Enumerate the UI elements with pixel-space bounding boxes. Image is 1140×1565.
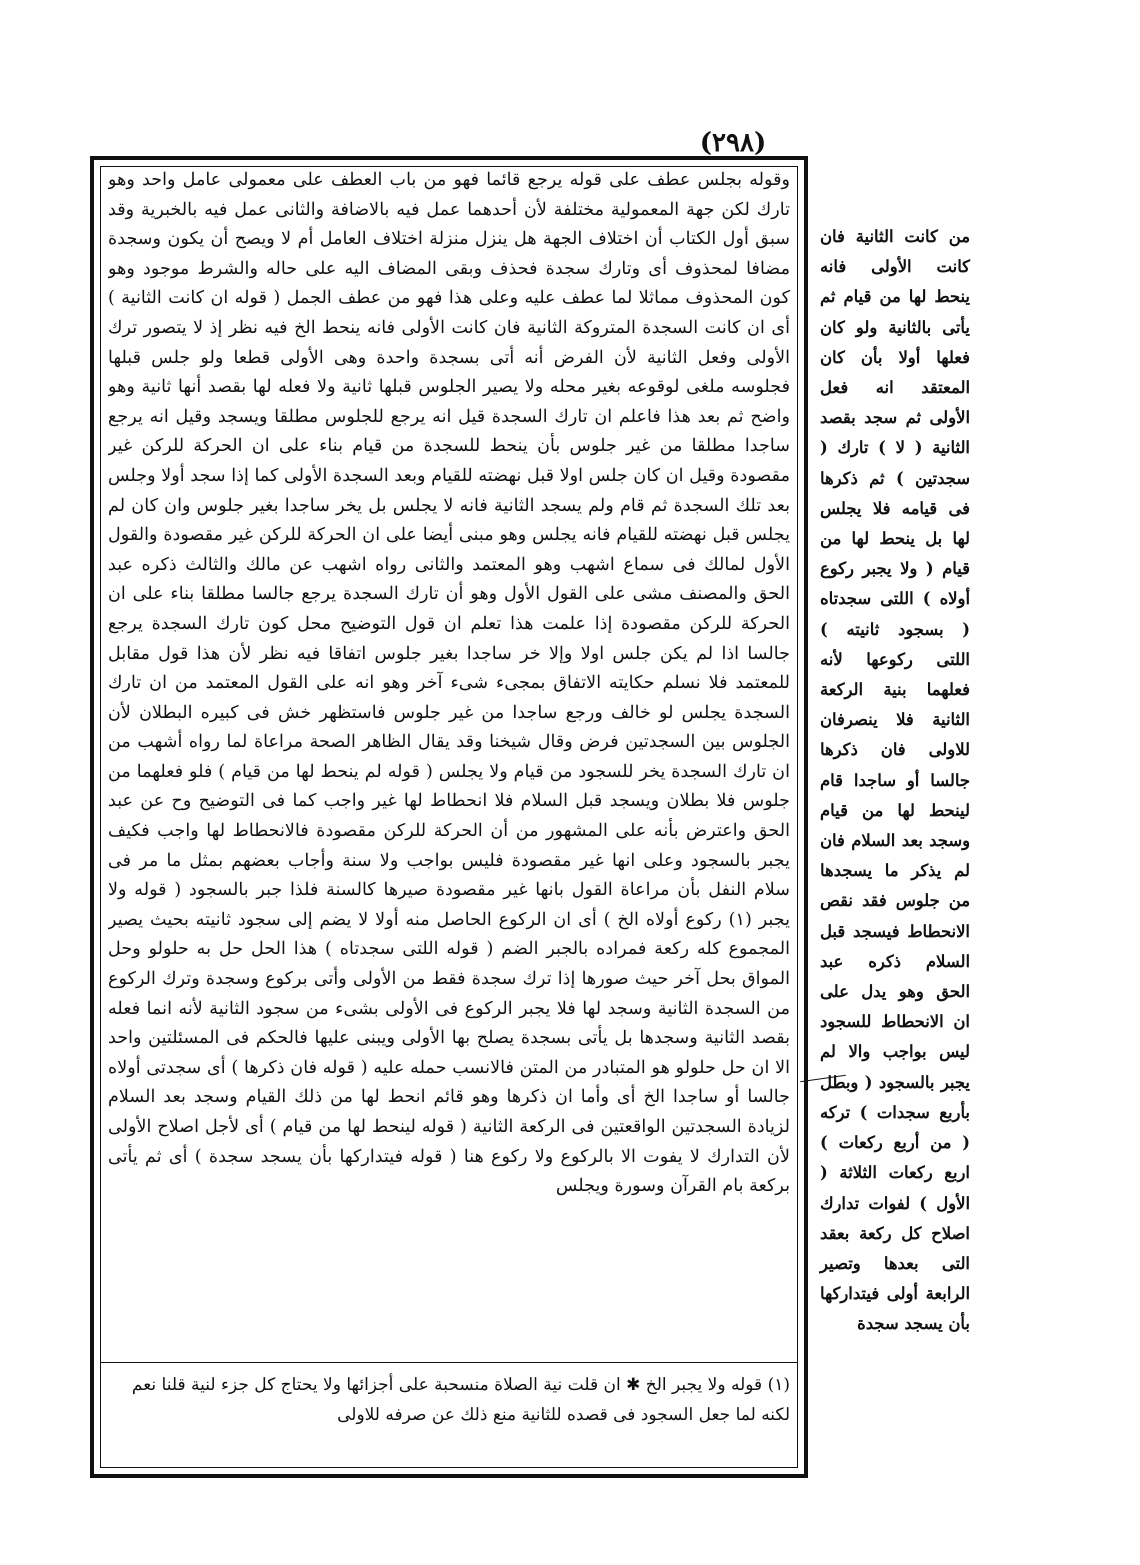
margin-matn-text	[820, 222, 970, 1340]
page-number: (٢٩٨)	[699, 128, 767, 158]
footnote-divider	[100, 1362, 798, 1363]
main-paragraph: وقوله بجلس عطف على قوله يرجع قائما فهو من باب العطف على معمولى عامل واحد وهو تارك لكن جهة المعمولية مختلفة لأن أحدهما عمل فيه بالاضافة والثانى عمل فيه بالخبرية وقد سبق أول الكتاب أن اختلاف الجهة هل ينزل منزلة اختلاف العامل أم لا ويصح أن يكون وسجدة مضافا لمحذوف أى وتارك سجدة فحذف وبقى المضاف اليه على حاله والشرط موجود وهو كون المحذوف مماثلا لما عطف عليه وعلى هذا فهو من عطف الجمل ( قوله ان كانت الثانية ) أى ان كانت السجدة المتروكة الثانية فان كانت الأولى فانه ينحط الخ فيه نظر إذ لا يتصور ترك الأولى وفعل الثانية لأن الفرض أنه أتى بسجدة واحدة وهى الأولى قطعا ولو جلس قبلها فجلوسه ملغى لوقوعه بغير محله ولا يصير الجلوس قبلها ثانية ولا فعله لها بقصد أنها ثانية وهو واضح ثم بعد هذا فاعلم ان تارك السجدة قيل انه يرجع للجلوس مطلقا ويسجد وقيل انه يرجع ساجدا مطلقا من غير جلوس بأن ينحط للسجدة من قيام بناء على ان الحركة للركن غير مقصودة وقيل ان كان جلس اولا قبل نهضته للقيام وبعد السجدة الأولى كما إذا سجد أولا وجلس بعد تلك السجدة ثم قام ولم يسجد الثانية فانه لا يجلس بل يخر ساجدا بغير جلوس وان كان لم يجلس قبل نهضته للقيام فانه يجلس وهو مبنى أيضا على ان الحركة للركن غير مقصودة والقول الأول لمالك فى سماع اشهب وهو المعتمد والثانى رواه اشهب عن مالك والثالث ذكره عبد الحق والمصنف مشى على القول الأول وهو أن تارك السجدة يرجع جالسا مطلقا بناء على ان الحركة للركن مقصودة إذا علمت هذا تعلم ان قول التوضيح محل كون تارك السجدة يرجع جالسا اذا لم يكن جلس اولا وإلا خر ساجدا بغير جلوس اتفاقا فيه نظر لأن هذا قول مقابل للمعتمد فلا نسلم حكايته الاتفاق بمجىء شىء آخر وهو انه على القول المعتمد من ان تارك السجدة يجلس لو خالف ورجع ساجدا من غير جلوس فاستظهر خش فى كبيره البطلان لأن الجلوس بين السجدتين فرض وقال شيخنا وقد يقال الظاهر الصحة مراعاة لما رواه أشهب من ان تارك السجدة يخر للسجود من قيام ولا يجلس ( قوله لم ينحط لها من قيام ) فلو فعلهما من جلوس فلا بطلان ويسجد قبل السلام فلا انحطاط لها غير واجب كما فى التوضيح وح عن عبد الحق واعترض بأنه على المشهور من أن الحركة للركن مقصودة فالانحطاط لها واجب فكيف يجبر بالسجود وعلى انها غير مقصودة فليس بواجب ولا سنة وأجاب بعضهم بمثل ما مر فى سلام النفل بأن مراعاة القول بانها غير مقصودة صيرها كالسنة فلذا جبر بالسجود ( قوله ولا يجبر (١) ركوع أولاه الخ ) أى ان الركوع الحاصل منه أولا لا يضم إلى سجود ثانيته بحيث يصير المجموع كله ركعة فمراده بالجبر الضم ( قوله اللتى سجدتاه ) هذا الحل حل به حلولو وحل المواق بحل آخر حيث صورها إذا ترك سجدة فقط من الأولى وأتى بركوع وسجدة وترك الركوع من السجدة الثانية وسجد لها فلا يجبر الركوع فى الأولى بشىء من سجود الثانية لأنه انما فعله بقصد الثانية وسجدها بل يأتى بسجدة يصلح بها الأولى ويبنى عليها فالحكم فى المسئلتين واحد الا ان حل حلولو هو المتبادر من المتن فالانسب حمله عليه ( قوله فان ذكرها ) أى سجدتى أولاه جالسا أو ساجدا الخ أى وأما ان ذكرها وهو قائم انحط لها من ذلك القيام وسجد بعد السلام لزيادة السجدتين الواقعتين فى الركعة الثانية ( قوله لينحط لها من قيام ) أى لأجل اصلاح الأولى لأن التدارك لا يفوت الا بالركوع ولا ركوع هنا ( قوله فيتداركها بأن يسجد سجدة ) أى ثم يأتى بركعة بام القرآن وسورة ويجلس	[108, 170, 790, 1197]
footnote-text: (١) قوله ولا يجبر الخ ✱ ان قلت نية الصلاة منسحبة على أجزائها ولا يحتاج كل جزء لنية قلنا نعم لكنه لما جعل السجود فى قصده للثانية منع ذلك عن صرفه للاولى	[131, 1375, 790, 1425]
main-text-frame	[90, 156, 808, 1478]
footnote	[108, 1370, 790, 1430]
margin-paragraph: من كانت الثانية فان كانت الأولى فانه ينحط لها من قيام ثم يأتى بالثانية ولو كان فعلها أولا بأن كان المعتقد انه فعل الأولى ثم سجد بقصد الثانية ( لا ) تارك ( سجدتين ) ثم ذكرها فى قيامه فلا يجلس لها بل ينحط لها من قيام ( ولا يجبر ركوع أولاه ) اللتى سجدتاه ( بسجود ثانيته ) اللتى ركوعها لأنه فعلهما بنية الركعة الثانية فلا ينصرفان للاولى فان ذكرها جالسا أو ساجدا قام لينحط لها من قيام وسجد بعد السلام فان لم يذكر ما يسجدها من جلوس فقد نقص الانحطاط فيسجد قبل السلام ذكره عبد الحق وهو يدل على ان الانحطاط للسجود ليس بواجب والا لم يجبر بالسجود ( وبطل بأربع سجدات ) تركه ( من أربع ركعات ) اربع ركعات الثلاثة ( الأول ) لفوات تدارك اصلاح كل ركعة بعقد التى بعدها وتصير الرابعة أولى فيتداركها بأن يسجد سجدة	[820, 227, 970, 1334]
main-commentary-text	[108, 166, 790, 1346]
